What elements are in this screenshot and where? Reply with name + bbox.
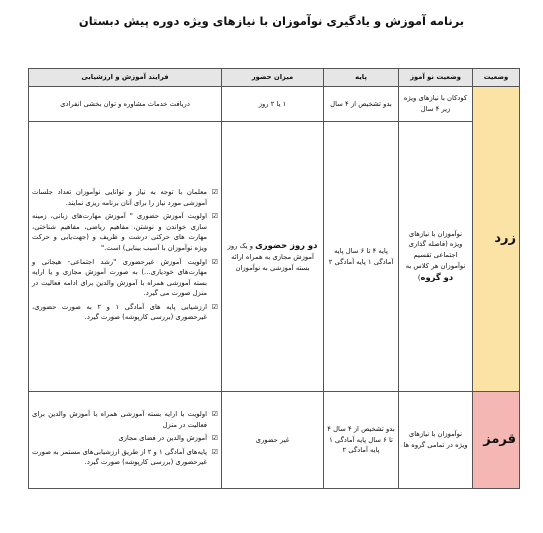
yellow-process-item bbox=[32, 187, 218, 208]
red-process-item-text: آموزش والدین در فضای مجازی bbox=[118, 434, 207, 443]
yellow-process-cell bbox=[29, 122, 222, 392]
yellow-process-item bbox=[32, 302, 218, 323]
checkbox-bullet-icon: ☑ bbox=[211, 410, 218, 419]
document-title: برنامه آموزش و یادگیری نوآموزان با نیازهای ویژه دوره پیش دبستان bbox=[78, 14, 465, 28]
checkbox-bullet-icon: ☑ bbox=[211, 434, 218, 443]
header-row bbox=[29, 69, 520, 87]
red-student-cell: نوآموزان با نیازهای ویژه در تمامی گروه ها bbox=[399, 392, 473, 489]
yellow-process-item bbox=[32, 257, 218, 299]
yellow-presence-cell bbox=[222, 122, 324, 392]
header-grade: پایه bbox=[324, 69, 399, 87]
status-yellow-cell: زرد bbox=[473, 87, 520, 392]
yellow-presence-bold: دو روز حضوری bbox=[255, 240, 318, 251]
checkbox-bullet-icon: ☑ bbox=[211, 188, 218, 197]
yellow-process-item bbox=[32, 211, 218, 253]
header-presence: میزان حضور bbox=[222, 69, 324, 87]
red-process-item bbox=[32, 447, 218, 468]
red-process-item-text: پایه‌های آمادگی ۱ و ۲ از طریق ارزشیابی‌های مستمر به صورت غیرحضوری (بررسی کارپوشه) صورت گیرد. bbox=[32, 447, 207, 467]
table-row bbox=[29, 87, 520, 122]
yellow-process-item-text: اولویت آموزش غیرحضوری "رشد اجتماعی- هیجانی و مهارت‌های خودیاری...) به صورت آموزش مجازی و یا ارایه بسته آموزشی همراه با آموزش والدین برای ادامه فعالیت در منزل صورت می گیرد. bbox=[32, 257, 207, 298]
yellow-items-list bbox=[32, 187, 218, 322]
red-presence-cell: غیر حضوری bbox=[222, 392, 324, 489]
checkbox-bullet-icon: ☑ bbox=[211, 212, 218, 221]
header-student-status: وضعیت نو آموز bbox=[399, 69, 473, 87]
checkbox-bullet-icon: ☑ bbox=[211, 447, 218, 456]
status-red-cell: قرمز bbox=[473, 392, 520, 489]
yellow-student-cell bbox=[399, 122, 473, 392]
yellow-process-item-text: معلمان با توجه به نیاز و توانایی نوآموزان تعداد جلسات آموزشی مورد نیاز را برای آنان برنامه ریزی نمایند. bbox=[32, 188, 207, 207]
red-grade-cell: بدو تشخیص از ۴ سال ۴ تا ۶ سال پایه آمادگی ۱ پایه آمادگی ۲ bbox=[324, 392, 399, 489]
intro-presence-cell: ۱ یا ۲ روز bbox=[222, 87, 324, 122]
checkbox-bullet-icon: ☑ bbox=[211, 257, 218, 266]
yellow-student-bold: دو گروه bbox=[420, 272, 454, 283]
yellow-process-item-text: اولویت آموزش حضوری " آموزش مهارت‌های زبانی، زمینه سازی خواندن و نوشتن، مفاهیم ریاضی، مفاهیم شناختی، مهارت های حرکتی درشت و ظریف و (جهت‌یابی و حرکت ویژه نوآموزان با آسیب بینایی) است." bbox=[32, 212, 207, 252]
red-process-item bbox=[32, 433, 218, 444]
red-process-item-text: اولویت با ارایه بسته آموزشی همراه با آموزش والدین برای فعالیت در منزل bbox=[32, 410, 207, 429]
intro-student-cell: کودکان با نیازهای ویژه زیر ۴ سال bbox=[399, 87, 473, 122]
intro-process-cell: دریافت خدمات مشاوره و توان بخشی انفرادی bbox=[29, 87, 222, 122]
yellow-grade-cell: پایه ۴ تا ۶ سال پایه آمادگی ۱ پایه آمادگی ۲ bbox=[324, 122, 399, 392]
program-table bbox=[28, 68, 520, 489]
yellow-student-post: ) bbox=[417, 274, 421, 283]
checkbox-bullet-icon: ☑ bbox=[211, 302, 218, 311]
header-process: فرایند آموزش و ارزشیابی bbox=[29, 69, 222, 87]
red-items-list bbox=[32, 409, 218, 468]
intro-grade-cell: بدو تشخیص از ۴ سال bbox=[324, 87, 399, 122]
yellow-student-text: نوآموزان با نیازهای ویژه (فاصله گذاری اجتماعی تقسیم نوآموزان هر کلاس به bbox=[405, 229, 466, 270]
table-row bbox=[29, 122, 520, 392]
red-process-item bbox=[32, 409, 218, 430]
table-row bbox=[29, 392, 520, 489]
red-process-cell bbox=[29, 392, 222, 489]
yellow-process-item-text: ارزشیابی پایه های آمادگی ۱ و ۲ به صورت حضوری، غیرحضوری (بررسی کارپوشه) صورت گیرد. bbox=[32, 302, 207, 322]
header-status: وضعیت bbox=[473, 69, 520, 87]
yellow-presence-text: و یک روز آموزش مجازی به همراه ارائه بسته آموزشی به نوآموزان bbox=[227, 242, 314, 272]
